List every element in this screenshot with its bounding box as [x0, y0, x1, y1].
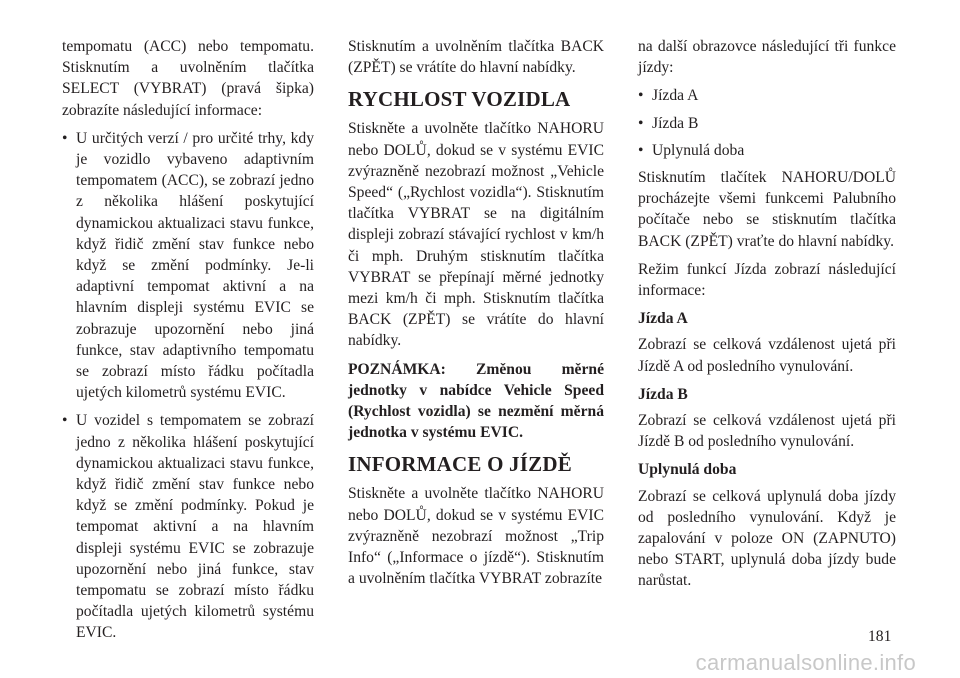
list-item: • Jízda B: [638, 113, 896, 134]
paragraph-trip-b: Zobrazí se celková vzdálenost ujetá při Jízdě B od posledního vynulování.: [638, 412, 896, 451]
subheading-trip-a: Jízda A: [638, 310, 688, 328]
paragraph-vehicle-speed: Stiskněte a uvolněte tlačítko NAHORU nebo DOLŮ, dokud se v systému EVIC zvýrazněně nezobrazí možnost „Vehicle Speed“ („Rychlost vozidla“). Stisknutím tlačítka VYBRAT se na digitálním displeji zobrazí stávající rychlost v km/h či mph. Druhým stisknutím tlačítka VYBRAT se přepínají měrné jednotky mezi km/h či mph. Stisknutím tlačítka BACK (ZPĚT) se vrátíte do hlavní nabídky.: [348, 120, 604, 350]
list-item: • Uplynulá doba: [638, 140, 896, 161]
bullet-icon: •: [638, 87, 644, 105]
bullet-list: [638, 85, 896, 161]
bullet-list: [62, 128, 314, 644]
paragraph-intro: tempomatu (ACC) nebo tempomatu. Stisknutím a uvolněním tlačítka SELECT (VYBRAT) (pravá šipka) zobrazíte následující informace:: [62, 38, 314, 119]
section-heading-trip-info: INFORMACE O JÍZDĚ: [348, 452, 572, 477]
paragraph-trip-info: Stiskněte a uvolněte tlačítko NAHORU nebo DOLŮ, dokud se v systému EVIC zvýrazněně nezobrazí možnost „Trip Info“ („Informace o jízdě“). Stisknutím a uvolněním tlačítka VYBRAT zobrazíte: [348, 485, 604, 588]
note-paragraph: POZNÁMKA: Změnou měrné jednotky v nabídce Vehicle Speed (Rychlost vozidla) se nezmění měrná jednotka v systému EVIC.: [348, 360, 604, 442]
paragraph-trip-a: Zobrazí se celková vzdálenost ujetá při Jízdě A od posledního vynulování.: [638, 336, 896, 375]
watermark: carmanualsonline.info: [695, 650, 916, 675]
column-left: [62, 36, 314, 651]
section-heading-vehicle-speed: RYCHLOST VOZIDLA: [348, 87, 571, 112]
paragraph-navigation: Stisknutím tlačítek NAHORU/DOLŮ procházejte všemi funkcemi Palubního počítače nebo se stisknutím tlačítka BACK (ZPĚT) vraťte do hlavní nabídky.: [638, 169, 896, 250]
page-number: 181: [868, 628, 892, 645]
bullet-icon: •: [638, 141, 644, 159]
bullet-icon: •: [62, 129, 68, 147]
paragraph-trip-mode: Režim funkcí Jízda zobrazí následující informace:: [638, 260, 896, 300]
column-middle: [348, 36, 604, 596]
list-item: • U určitých verzí / pro určité trhy, kdy je vozidlo vybaveno adaptivním tempomatem (ACC), se zobrazí jedno z několika hlášení poskytující dynamickou aktualizaci stavu funkce, když řidič změní stav funkce nebo když se změní podmínky. Je-li adaptivní tempomat aktivní a na hlavním displeji systému EVIC se zobrazuje upozornění nebo jiná funkce, stav adaptivního tempomatu se zobrazí místo řádku počítadla ujetých kilometrů systému EVIC.: [62, 129, 314, 402]
paragraph-elapsed-time: Zobrazí se celková uplynulá doba jízdy od posledního vynulování. Když je zapalování v poloze ON (ZAPNUTO) nebo START, uplynulá doba jízdy bude narůstat.: [638, 487, 896, 590]
list-item: • U vozidel s tempomatem se zobrazí jedno z několika hlášení poskytující dynamickou aktualizaci stavu funkce, když řidič změní stav funkce nebo když se změní podmínky. Pokud je tempomat aktivní a na hlavním displeji systému EVIC se zobrazuje upozornění nebo jiná funkce, stav tempomatu se zobrazí místo řádku počítadla ujetých kilometrů systému EVIC.: [62, 412, 314, 642]
paragraph-intro: na další obrazovce následující tři funkce jízdy:: [638, 38, 896, 77]
column-right: [638, 36, 896, 599]
paragraph-intro: Stisknutím a uvolněním tlačítka BACK (ZPĚT) se vrátíte do hlavní nabídky.: [348, 38, 604, 77]
bullet-icon: •: [638, 114, 644, 132]
subheading-elapsed-time: Uplynulá doba: [638, 461, 737, 479]
subheading-trip-b: Jízda B: [638, 385, 688, 403]
bullet-icon: •: [62, 412, 68, 430]
list-item: • Jízda A: [638, 85, 896, 106]
